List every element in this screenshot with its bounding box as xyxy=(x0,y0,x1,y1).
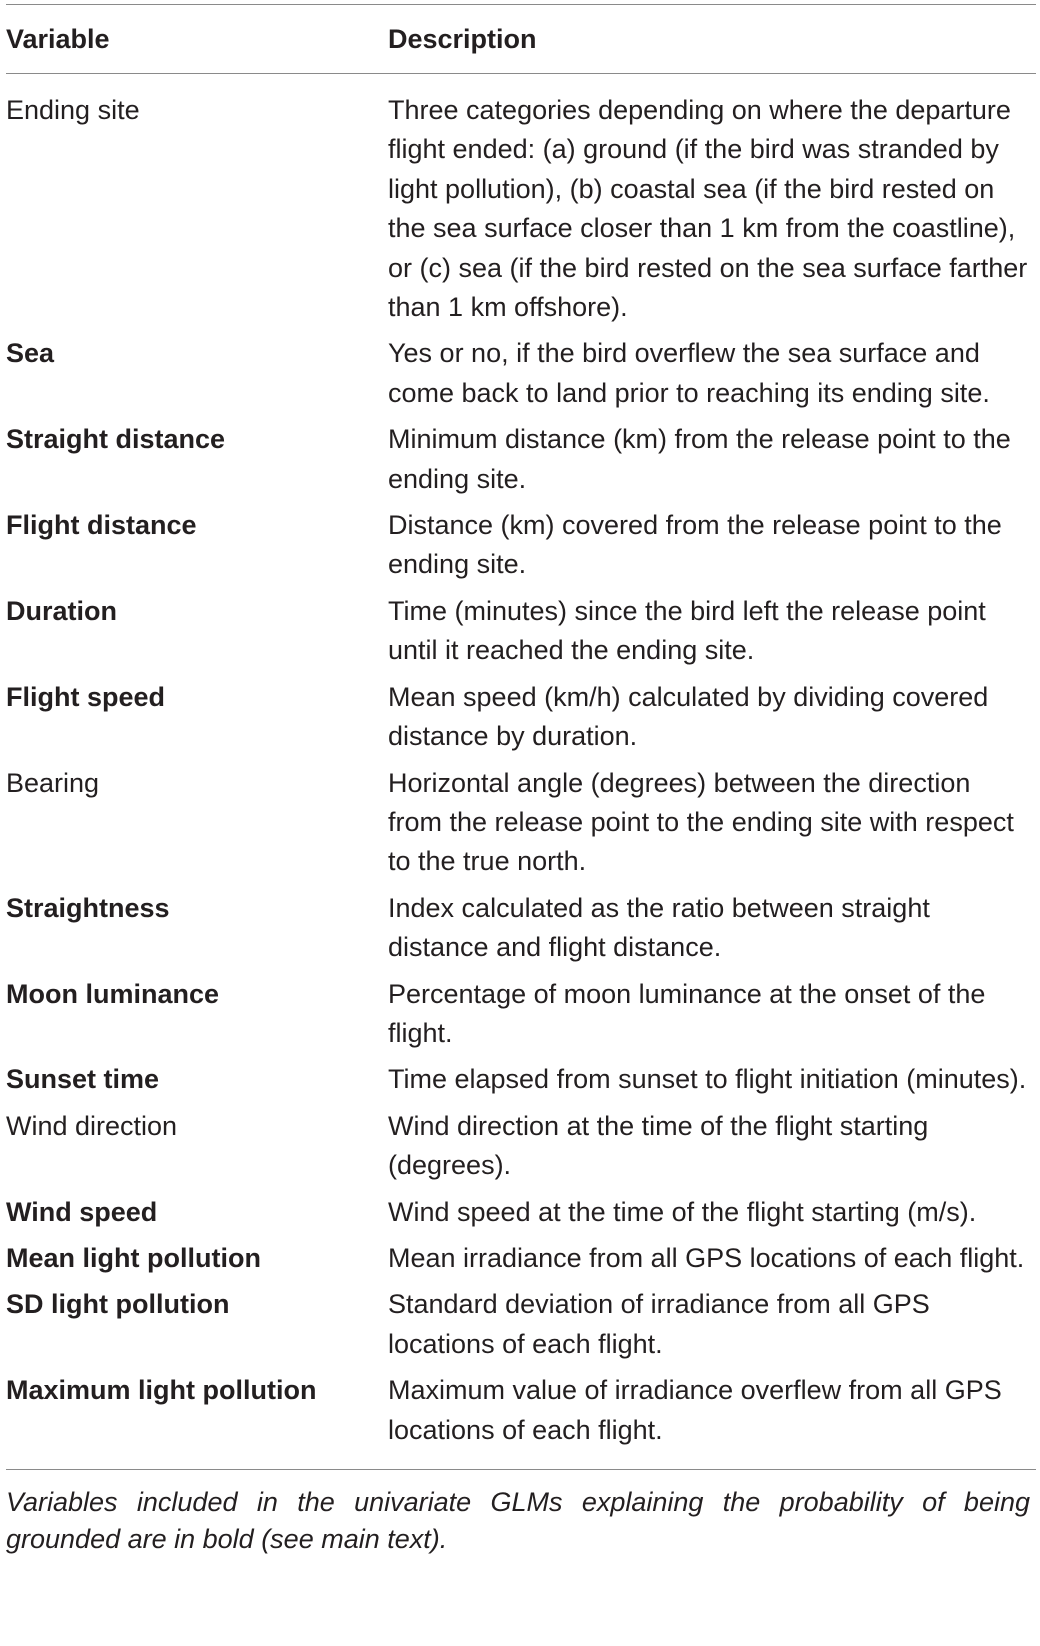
variable-cell: Mean light pollution xyxy=(6,1242,261,1273)
variable-cell: Flight speed xyxy=(6,681,166,712)
description-cell: Yes or no, if the bird overflew the sea surface and come back to land prior to reaching its ending site. xyxy=(388,338,990,408)
table-row xyxy=(6,1285,1036,1364)
description-cell: Wind speed at the time of the flight starting (m/s). xyxy=(388,1196,977,1227)
table-row xyxy=(6,1060,1036,1099)
table-row xyxy=(6,91,1036,327)
variable-cell: Straightness xyxy=(6,892,170,923)
header-description: Description xyxy=(388,23,537,54)
table-row xyxy=(6,889,1036,968)
variable-cell: Straight distance xyxy=(6,424,226,455)
table-row xyxy=(6,975,1036,1054)
variable-cell: Bearing xyxy=(6,767,100,798)
table-header-row xyxy=(6,5,1036,73)
description-cell: Time (minutes) since the bird left the release point until it reached the ending site. xyxy=(388,595,986,666)
description-cell: Mean speed (km/h) calculated by dividing covered distance by duration. xyxy=(388,681,989,752)
variable-cell: Duration xyxy=(6,595,117,626)
header-variable: Variable xyxy=(6,23,110,54)
variable-cell: Wind direction xyxy=(6,1110,178,1141)
variables-table xyxy=(6,4,1036,1558)
table-row xyxy=(6,592,1036,671)
description-cell: Minimum distance (km) from the release point to the ending site. xyxy=(388,424,1011,494)
variable-cell: Moon luminance xyxy=(6,978,220,1009)
table-row xyxy=(6,764,1036,882)
description-cell: Three categories depending on where the departure flight ended: (a) ground (if the bird was stranded by light pollution), (b) coastal sea (if the bird rested on the sea surface closer than 1 km from the coastline), or (c) sea (if the bird rested on the sea surface farther than 1 km offshore). xyxy=(388,95,1028,323)
table-bottom-rule xyxy=(6,1469,1036,1470)
table-row xyxy=(6,420,1036,499)
table-row xyxy=(6,1371,1036,1450)
variable-cell: Wind speed xyxy=(6,1196,158,1227)
description-cell: Percentage of moon luminance at the onset of the flight. xyxy=(388,978,986,1048)
description-cell: Distance (km) covered from the release point to the ending site. xyxy=(388,510,1002,580)
table-row xyxy=(6,1107,1036,1186)
description-cell: Maximum value of irradiance overflew from all GPS locations of each flight. xyxy=(388,1375,1002,1445)
variable-cell: Sea xyxy=(6,338,55,369)
variable-cell: Flight distance xyxy=(6,510,197,541)
description-cell: Wind direction at the time of the flight starting (degrees). xyxy=(388,1110,929,1181)
variable-cell: Maximum light pollution xyxy=(6,1375,317,1406)
description-cell: Horizontal angle (degrees) between the direction from the release point to the ending site with respect to the true north. xyxy=(388,767,1014,877)
table-row xyxy=(6,1239,1036,1278)
table-row xyxy=(6,334,1036,413)
variable-cell: Sunset time xyxy=(6,1064,160,1095)
table-footnote: Variables included in the univariate GLMs explaining the probability of being grounded are in bold (see main text). xyxy=(6,1487,1030,1554)
table-row xyxy=(6,506,1036,585)
description-cell: Mean irradiance from all GPS locations of each flight. xyxy=(388,1242,1025,1273)
variable-cell: Ending site xyxy=(6,95,140,125)
description-cell: Time elapsed from sunset to flight initiation (minutes). xyxy=(388,1064,1027,1095)
description-cell: Standard deviation of irradiance from all GPS locations of each flight. xyxy=(388,1289,930,1359)
variable-cell: SD light pollution xyxy=(6,1289,230,1320)
table-row xyxy=(6,1193,1036,1232)
table-body xyxy=(6,74,1036,1469)
description-cell: Index calculated as the ratio between straight distance and flight distance. xyxy=(388,892,930,963)
table-row xyxy=(6,678,1036,757)
